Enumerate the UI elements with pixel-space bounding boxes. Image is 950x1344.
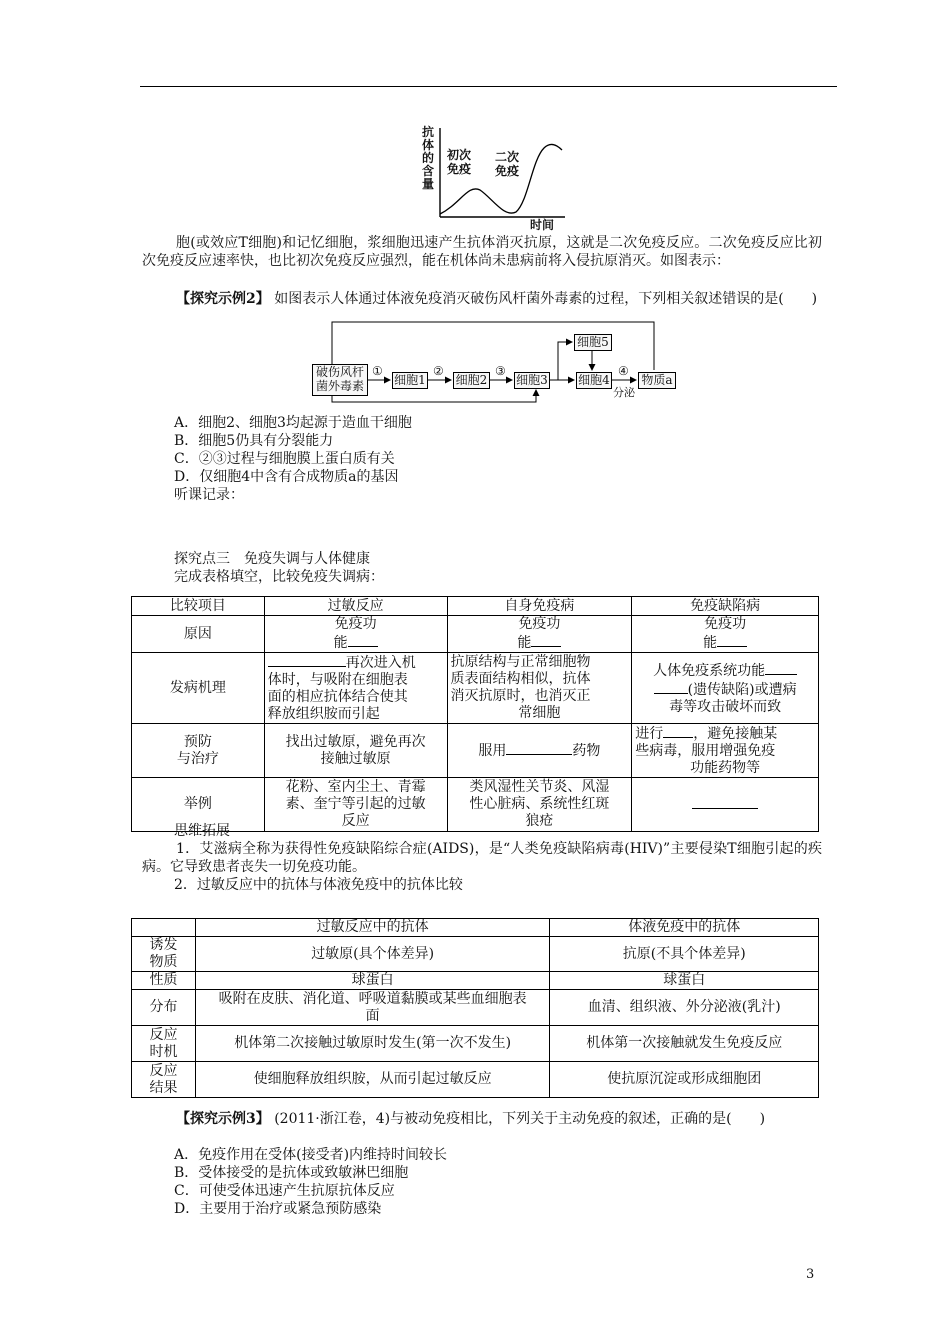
t2-row-label: 反应 结果: [132, 1062, 196, 1098]
graph-label-second: 二次 免疫: [494, 150, 519, 178]
example2-option-c: C．②③过程与细胞膜上蛋白质有关: [174, 451, 395, 467]
example2-question: [142, 290, 822, 308]
example2-tag: 【探究示例2】: [176, 291, 270, 307]
blank-prevent-autoimmune[interactable]: [506, 741, 572, 755]
t1-cause-label: 原因: [132, 616, 265, 653]
example3-option-d: D．主要用于治疗或紧急预防感染: [174, 1201, 382, 1217]
graph-ylabel: 抗 体 的 含 量: [421, 125, 434, 191]
blank-example-deficiency[interactable]: [692, 795, 758, 809]
t1-header-autoimmune: 自身免疫病: [447, 597, 632, 616]
t1-cause-deficiency[interactable]: 免疫功 能: [632, 616, 819, 653]
immune-disorder-table: [131, 596, 819, 832]
blank-cause-deficiency[interactable]: [717, 633, 747, 647]
blank-mech-allergy[interactable]: [268, 653, 346, 667]
t1-header-deficiency: 免疫缺陷病: [632, 597, 819, 616]
example2-option-a: A．细胞2、细胞3均起源于造血干细胞: [174, 415, 412, 431]
t2-header-humoral: 体液免疫中的抗体: [550, 919, 819, 937]
thinking-item1: 1．艾滋病全称为获得性免疫缺陷综合症(AIDS)，是“人类免疫缺陷病毒(HIV)”主要侵染T细胞引起的疾病。它导致患者丧失一切免疫功能。: [142, 841, 822, 875]
arrow-cell3-cell5: [558, 342, 572, 380]
t2-row-humoral: 机体第一次接触就发生免疫反应: [550, 1026, 819, 1062]
page-number: 3: [806, 1267, 815, 1282]
blank-mech-deficiency-1[interactable]: [765, 661, 797, 675]
t2-row-allergy: 使细胞释放组织胺，从而引起过敏反应: [195, 1062, 549, 1098]
t2-row-label: 反应 时机: [132, 1026, 196, 1062]
blank-cause-allergy[interactable]: [348, 633, 378, 647]
example3-option-b: B．受体接受的是抗体或致敏淋巴细胞: [174, 1165, 409, 1181]
antibody-comparison-table: [131, 918, 819, 1098]
box-toxin: 破伤风杆 菌外毒素: [312, 364, 368, 396]
t2-row-label: 诱发 物质: [132, 937, 196, 972]
t1-header-allergy: 过敏反应: [264, 597, 447, 616]
t1-example-label: 举例: [132, 778, 265, 832]
t2-row-humoral: 血清、组织液、外分泌液(乳汁): [550, 990, 819, 1026]
thinking-item2: 2．过敏反应中的抗体与体液免疫中的抗体比较: [174, 877, 463, 893]
example2-option-b: B．细胞5仍具有分裂能力: [174, 433, 334, 449]
t1-prevent-autoimmune[interactable]: 服用 药物: [447, 724, 632, 778]
notes-label: 听课记录：: [174, 487, 244, 503]
t1-cause-autoimmune[interactable]: 免疫功 能: [447, 616, 632, 653]
t2-row-allergy: 吸附在皮肤、消化道、呼吸道黏膜或某些血细胞表面: [195, 990, 549, 1026]
t2-row-allergy: 过敏原(具个体差异): [195, 937, 549, 972]
t1-mech-autoimmune: 抗原结构与正常细胞物 质表面结构相似，抗体 消灭抗原时，也消灭正 常细胞: [447, 653, 632, 724]
box-cell1: 细胞1: [392, 372, 428, 389]
box-cell2: 细胞2: [453, 372, 490, 389]
step-2: ②: [433, 364, 444, 378]
immune-flow-diagram: [310, 316, 690, 406]
step-1: ①: [372, 364, 383, 378]
step-4: ④: [618, 364, 629, 378]
example3-option-c: C．可使受体迅速产生抗原抗体反应: [174, 1183, 395, 1199]
graph-xlabel: 时间: [530, 218, 555, 232]
t1-header-item: 比较项目: [132, 597, 265, 616]
paragraph-secondary-response: 胞(或效应T细胞)和记忆细胞，浆细胞迅速产生抗体消灭抗原，这就是二次免疫反应。二次免疫反应比初次免疫反应速率快，也比初次免疫反应强烈，能在机体尚未患病前将入侵抗原消灭。如图表示：: [142, 235, 822, 269]
antibody-graph: [420, 122, 570, 232]
blank-cause-autoimmune[interactable]: [531, 633, 561, 647]
example3-option-a: A．免疫作用在受体(接受者)内维持时间较长: [174, 1147, 448, 1163]
secrete-label: 分泌: [613, 386, 635, 399]
example3-question: [142, 1110, 822, 1128]
t1-example-allergy: 花粉、室内尘土、青霉 素、奎宁等引起的过敏 反应: [264, 778, 447, 832]
blank-mech-deficiency-2[interactable]: [654, 680, 688, 694]
t2-row-allergy: 机体第二次接触过敏原时发生(第一次不发生): [195, 1026, 549, 1062]
t2-row-label: 分布: [132, 990, 196, 1026]
header-rule: [140, 86, 837, 87]
t2-header-allergy: 过敏反应中的抗体: [195, 919, 549, 937]
t1-mech-allergy[interactable]: 再次进入机 体时，与吸附在细胞表 面的相应抗体结合使其 释放组织胺而引起: [264, 653, 447, 724]
t1-example-deficiency[interactable]: [632, 778, 819, 832]
t2-header-blank: [132, 919, 196, 937]
t2-row-allergy: 球蛋白: [195, 972, 549, 990]
t1-cause-allergy[interactable]: 免疫功 能: [264, 616, 447, 653]
graph-label-first: 初次 免疫: [446, 148, 471, 176]
box-cell5: 细胞5: [574, 334, 612, 351]
box-substance-a: 物质a: [638, 372, 676, 389]
thinking-title: 思维拓展: [174, 823, 230, 839]
section3-instruction: 完成表格填空，比较免疫失调病：: [174, 569, 384, 585]
box-cell3: 细胞3: [514, 372, 550, 389]
t2-row-label: 性质: [132, 972, 196, 990]
example2-stem: 如图表示人体通过体液免疫消灭破伤风杆菌外毒素的过程，下列相关叙述错误的是( ): [274, 291, 818, 307]
t1-mech-deficiency[interactable]: 人体免疫系统功能 (遗传缺陷)或遭病 毒等攻击破坏而致: [632, 653, 819, 724]
example3-stem: (2011·浙江卷，4)与被动免疫相比，下列关于主动免疫的叙述，正确的是( ): [274, 1111, 766, 1127]
blank-prevent-deficiency[interactable]: [663, 724, 693, 738]
t1-prevent-deficiency[interactable]: 进行 ，避免接触某 些病毒，服用增强免疫 功能药物等: [632, 724, 819, 778]
example3-tag: 【探究示例3】: [176, 1111, 270, 1127]
box-cell4: 细胞4: [576, 372, 612, 389]
section3-title: 探究点三 免疫失调与人体健康: [174, 551, 370, 567]
t2-row-humoral: 抗原(不具个体差异): [550, 937, 819, 972]
t1-prevent-allergy: 找出过敏原，避免再次 接触过敏原: [264, 724, 447, 778]
t2-row-humoral: 球蛋白: [550, 972, 819, 990]
t1-mech-label: 发病机理: [132, 653, 265, 724]
example2-option-d: D．仅细胞4中含有合成物质a的基因: [174, 469, 399, 485]
step-3: ③: [495, 364, 506, 378]
t1-example-autoimmune: 类风湿性关节炎、风湿 性心脏病、系统性红斑 狼疮: [447, 778, 632, 832]
t1-prevent-label: 预防 与治疗: [132, 724, 265, 778]
t2-row-humoral: 使抗原沉淀或形成细胞团: [550, 1062, 819, 1098]
